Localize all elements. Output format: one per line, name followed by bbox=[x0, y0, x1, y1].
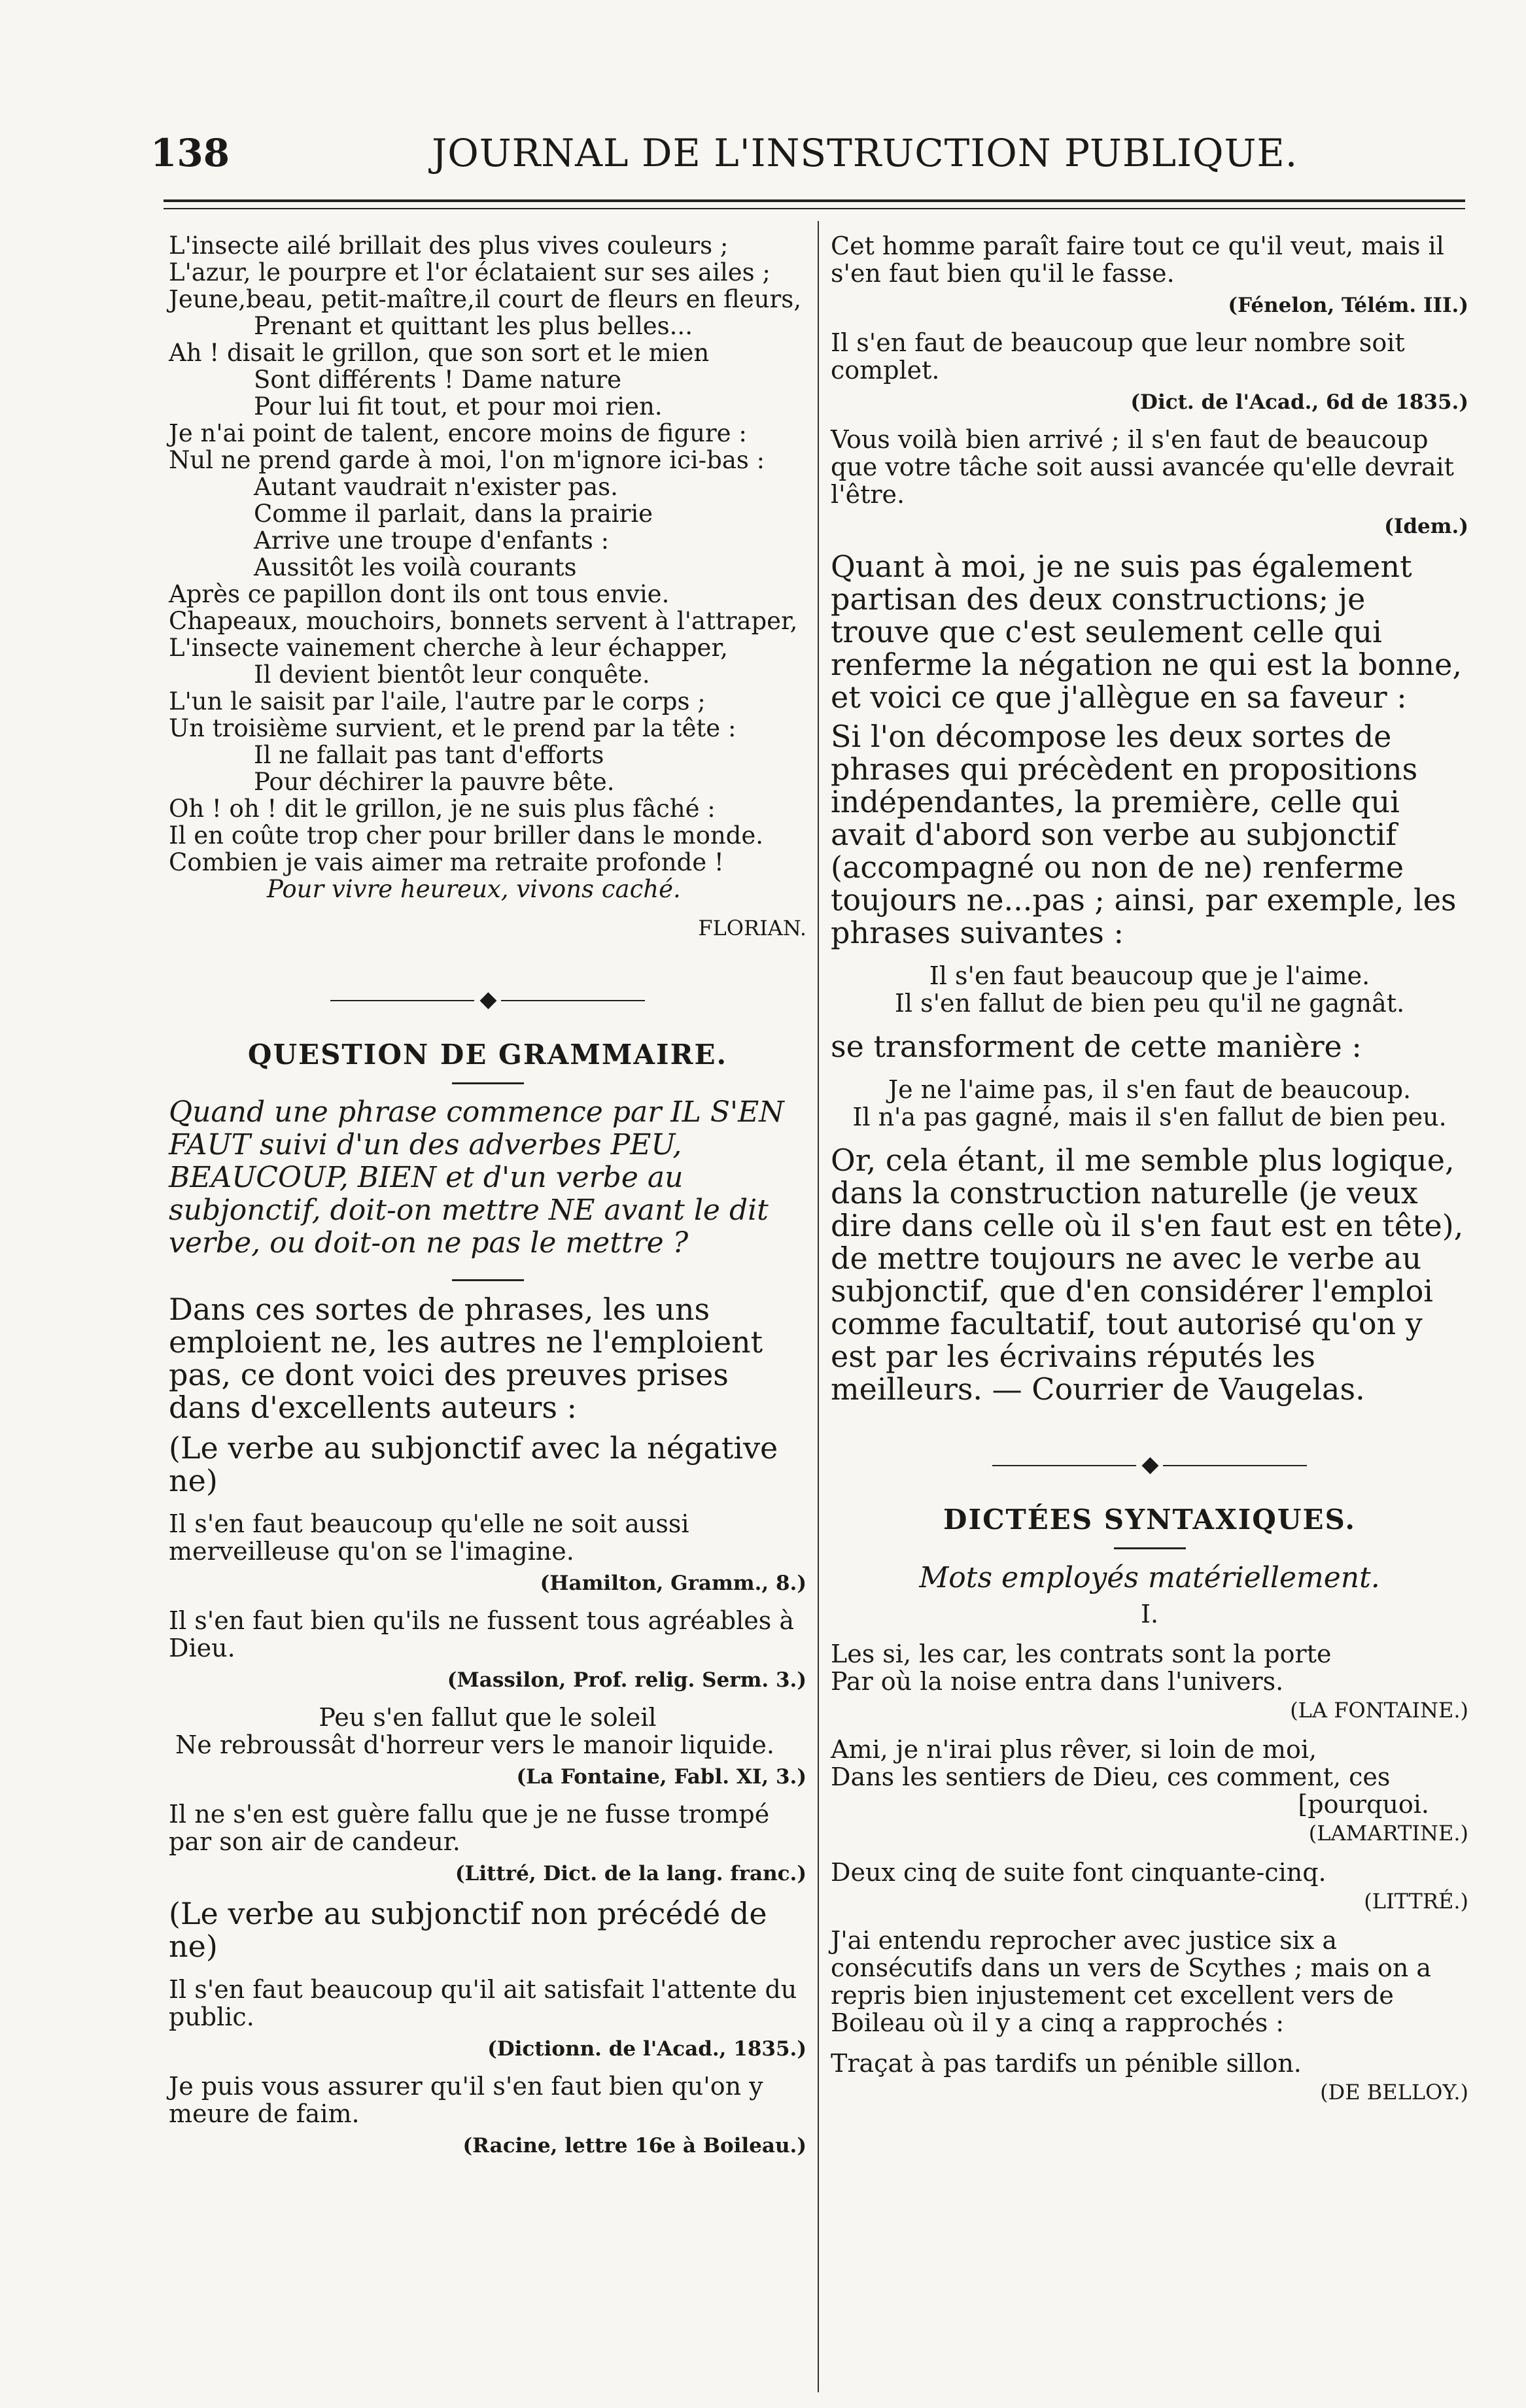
poem-line: L'azur, le pourpre et l'or éclataient sur ses ailes ; bbox=[169, 258, 771, 286]
section-ornament-2: ◆ bbox=[831, 1451, 1468, 1477]
example-lafontaine-line2: Ne rebroussât d'horreur vers le manoir liquide. bbox=[175, 1730, 774, 1759]
attribution-lamartine: (LAMARTINE.) bbox=[1308, 1821, 1468, 1846]
attribution-belloy: (DE BELLOY.) bbox=[1320, 2080, 1468, 2105]
page-header bbox=[150, 131, 1459, 190]
poem-line: Combien je vais aimer ma retraite profonde ! bbox=[169, 848, 724, 876]
column-divider bbox=[818, 221, 819, 2392]
citation-acad-1835: (Dict. de l'Acad., 6d de 1835.) bbox=[1130, 390, 1468, 414]
quote-boileau-verse: Traçat à pas tardifs un pénible sillon. bbox=[831, 2049, 1302, 2078]
poem-line: Comme il parlait, dans la prairie bbox=[254, 500, 653, 528]
poem-line: Pour lui fit tout, et pour moi rien. bbox=[254, 392, 663, 421]
poem-line: Il devient bientôt leur conquête. bbox=[254, 661, 650, 689]
question-rule bbox=[452, 1279, 524, 1281]
citation-lafontaine: (La Fontaine, Fabl. XI, 3.) bbox=[516, 1765, 806, 1789]
citation-massillon: (Massilon, Prof. relig. Serm. 3.) bbox=[447, 1668, 806, 1692]
argument-paragraph-2: Si l'on décompose les deux sortes de phrases qui précèdent en propositions indépendantes, la première, celle qui avait d'abord son verbe au subjonctif (accompagné ou non de ne) renferme toujours ne...pas ; ainsi, par exemple, les phrases suivantes : bbox=[831, 719, 1457, 950]
case-heading-without-ne: (Le verbe au subjonctif non précédé de ne) bbox=[169, 1896, 767, 1964]
example-lafontaine-line1: Peu s'en fallut que le soleil bbox=[319, 1703, 657, 1732]
attribution-lafontaine: (LA FONTAINE.) bbox=[1290, 1698, 1468, 1723]
section-title-grammaire: QUESTION DE GRAMMAIRE. bbox=[247, 1039, 728, 1071]
citation-fenelon: (Fénelon, Télém. III.) bbox=[1228, 294, 1468, 317]
attribution-littre: (LITTRÉ.) bbox=[1364, 1889, 1468, 1914]
example-decompose-1: Il s'en faut beaucoup que je l'aime. bbox=[929, 961, 1370, 990]
example-idem: Vous voilà bien arrivé ; il s'en faut de beaucoup que votre tâche soit aussi avancée qu'elle devrait l'être. bbox=[831, 425, 1454, 509]
poem-line: Il ne fallait pas tant d'efforts bbox=[254, 741, 604, 769]
citation-racine: (Racine, lettre 16e à Boileau.) bbox=[462, 2134, 806, 2158]
example-transform-2: Il n'a pas gagné, mais il s'en fallut de bien peu. bbox=[852, 1103, 1447, 1131]
poem-line: L'un le saisit par l'aile, l'autre par le corps ; bbox=[169, 687, 706, 715]
poem bbox=[169, 232, 806, 903]
case-heading-with-ne: (Le verbe au subjonctif avec la négative ne) bbox=[169, 1430, 778, 1498]
quote-belloy-intro: J'ai entendu reprocher avec justice six a consécutifs dans un vers de Scythes ; mais on a repris bien injustement cet excellent vers de Boileau où il y a cinq a rapprochés : bbox=[831, 1926, 1432, 2037]
example-fenelon: Cet homme paraît faire tout ce qu'il veut, mais il s'en faut bien qu'il le fasse. bbox=[831, 232, 1444, 288]
poem-line: Pour déchirer la pauvre bête. bbox=[254, 768, 615, 796]
quote-lamartine-line1: Ami, je n'irai plus rêver, si loin de moi, bbox=[831, 1735, 1317, 1764]
running-title: JOURNAL DE L'INSTRUCTION PUBLIQUE. bbox=[432, 131, 1298, 175]
example-racine: Je puis vous assurer qu'il s'en faut bien qu'on y meure de faim. bbox=[169, 2072, 763, 2128]
example-transform-1: Je ne l'aime pas, il s'en faut de beaucoup. bbox=[888, 1075, 1412, 1104]
section-ornament: ◆ bbox=[169, 986, 806, 1012]
poem-line: Prenant et quittant les plus belles... bbox=[254, 312, 693, 340]
right-column bbox=[831, 232, 1468, 2105]
citation-littre: (Littré, Dict. de la lang. franc.) bbox=[455, 1862, 806, 1885]
poem-line: Après ce papillon dont ils ont tous envie. bbox=[169, 580, 670, 608]
poem-line: Il en coûte trop cher pour briller dans le monde. bbox=[169, 821, 764, 850]
citation-hamilton: (Hamilton, Gramm., 8.) bbox=[540, 1572, 806, 1595]
example-massillon: Il s'en faut bien qu'ils ne fussent tous agréables à Dieu. bbox=[169, 1606, 795, 1662]
title-rule bbox=[452, 1082, 524, 1084]
transform-line: se transforment de cette manière : bbox=[831, 1029, 1362, 1064]
poem-line: Oh ! oh ! dit le grillon, je ne suis plus fâché : bbox=[169, 795, 716, 823]
section-subtitle: Mots employés matériellement. bbox=[919, 1561, 1380, 1594]
example-hamilton: Il s'en faut beaucoup qu'elle ne soit aussi merveilleuse qu'on se l'imagine. bbox=[169, 1509, 689, 1566]
example-littre: Il ne s'en est guère fallu que je ne fusse trompé par son air de candeur. bbox=[169, 1800, 770, 1856]
grammar-question: Quand une phrase commence par IL S'EN FAUT suivi d'un des adverbes PEU, BEAUCOUP, BIEN et d'un verbe au subjonctif, doit-on mettre NE avant le dit verbe, ou doit-on ne pas le mettre ? bbox=[169, 1095, 784, 1260]
quote-littre: Deux cinq de suite font cinquante-cinq. bbox=[831, 1858, 1327, 1887]
example-acad-1835: Il s'en faut de beaucoup que leur nombre soit complet. bbox=[831, 328, 1405, 385]
argument-paragraph-3: Or, cela étant, il me semble plus logique, dans la construction naturelle (je veux dire dans celle où il s'en faut est en tête), de mettre toujours ne avec le verbe au subjonctif, que d'en considérer l'emploi comme facultatif, tout autorisé qu'on y est par les écrivains réputés les meilleurs. — Courrier de Vaugelas. bbox=[831, 1143, 1464, 1407]
header-rule bbox=[164, 199, 1465, 202]
poem-line: Un troisième survient, et le prend par la tête : bbox=[169, 714, 737, 742]
citation-academie: (Dictionn. de l'Acad., 1835.) bbox=[487, 2037, 806, 2061]
quote-lamartine-line2: Dans les sentiers de Dieu, ces comment, ces bbox=[831, 1763, 1391, 1791]
section-title-dictees: DICTÉES SYNTAXIQUES. bbox=[943, 1504, 1356, 1536]
example-academie: Il s'en faut beaucoup qu'il ait satisfait l'attente du public. bbox=[169, 1975, 797, 2031]
citation-idem: (Idem.) bbox=[1384, 515, 1468, 538]
left-column bbox=[169, 232, 806, 2169]
poem-line: Jeune,beau, petit-maître,il court de fleurs en fleurs, bbox=[169, 285, 801, 313]
poem-line: Arrive une troupe d'enfants : bbox=[254, 526, 610, 555]
title-rule-2 bbox=[1114, 1547, 1186, 1549]
page-number: 138 bbox=[150, 131, 230, 175]
poem-attribution: FLORIAN. bbox=[698, 916, 806, 940]
poem-line: Pour vivre heureux, vivons caché. bbox=[267, 875, 681, 903]
poem-line: Nul ne prend garde à moi, l'on m'ignore ici-bas : bbox=[169, 446, 765, 474]
quote-lafontaine-line1: Les si, les car, les contrats sont la porte bbox=[831, 1640, 1332, 1668]
poem-line: Sont différents ! Dame nature bbox=[254, 366, 622, 394]
poem-line: L'insecte vainement cherche à leur échapper, bbox=[169, 634, 728, 662]
argument-paragraph-1: Quant à moi, je ne suis pas également partisan des deux constructions; je trouve que c'est seulement celle qui renferme la négation ne qui est la bonne, et voici ce que j'allègue en sa faveur : bbox=[831, 549, 1462, 715]
poem-line: Ah ! disait le grillon, que son sort et le mien bbox=[169, 339, 710, 367]
poem-line: L'insecte ailé brillait des plus vives couleurs ; bbox=[169, 232, 729, 260]
quote-lafontaine-line2: Par où la noise entra dans l'univers. bbox=[831, 1667, 1284, 1696]
poem-line: Chapeaux, mouchoirs, bonnets servent à l'attraper, bbox=[169, 607, 798, 635]
poem-line: Autant vaudrait n'exister pas. bbox=[254, 473, 618, 501]
poem-line: Je n'ai point de talent, encore moins de figure : bbox=[169, 419, 747, 447]
example-decompose-2: Il s'en fallut de bien peu qu'il ne gagnât. bbox=[894, 989, 1405, 1018]
quote-lamartine-line3: [pourquoi. bbox=[1298, 1790, 1429, 1819]
roman-numeral: I. bbox=[1140, 1600, 1159, 1628]
header-rule-thin bbox=[164, 208, 1465, 209]
poem-line: Aussitôt les voilà courants bbox=[254, 553, 577, 581]
intro-paragraph: Dans ces sortes de phrases, les uns emploient ne, les autres ne l'emploient pas, ce dont voici des preuves prises dans d'excellents auteurs : bbox=[169, 1292, 763, 1425]
